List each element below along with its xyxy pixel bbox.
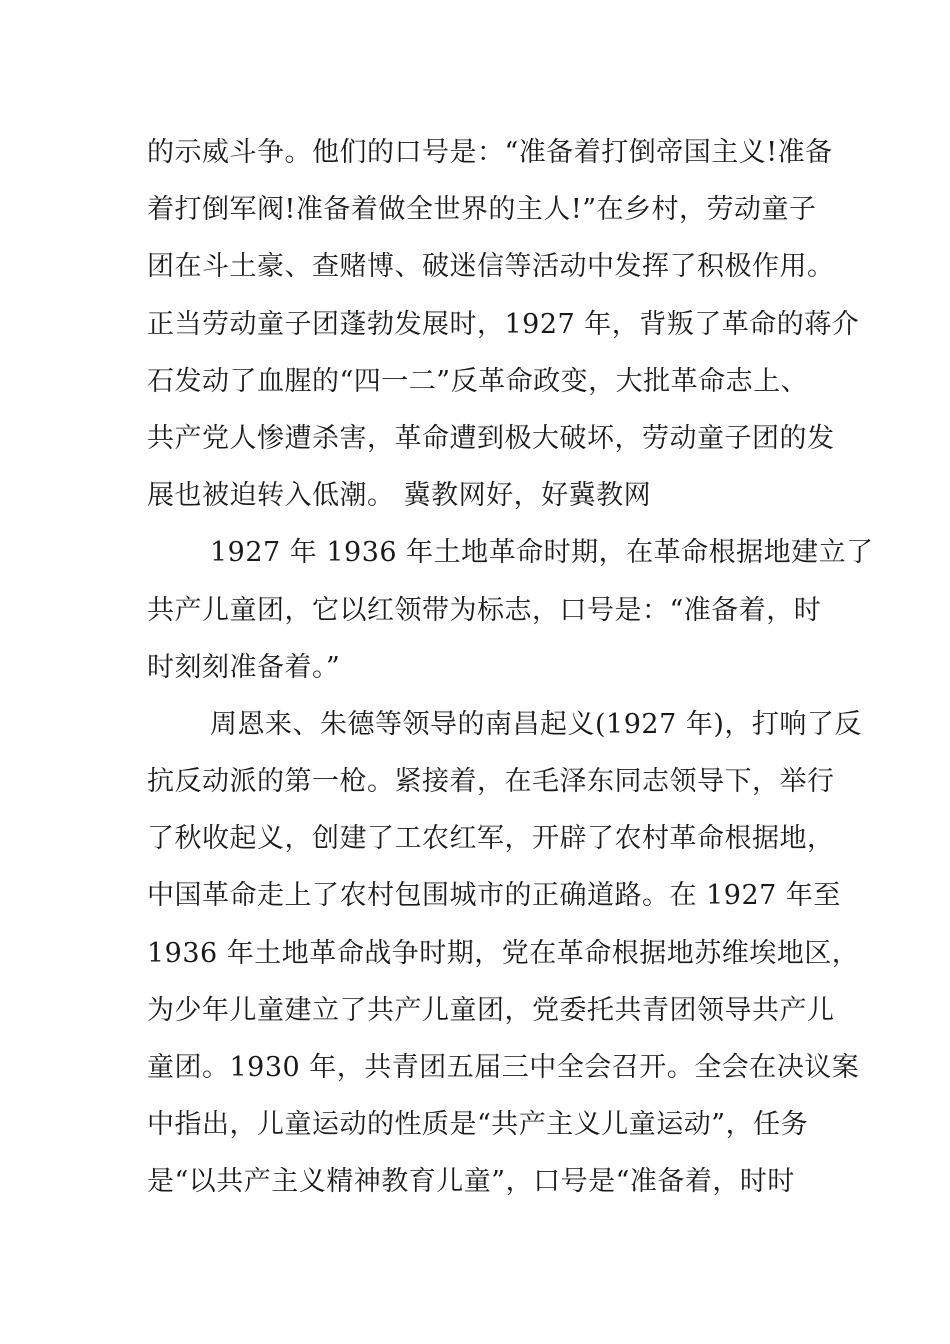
body-text [147,124,874,1211]
text-line: 着打倒军阀!准备着做全世界的主人!”在乡村，劳动童子 [147,194,817,226]
text-line: 共产儿童团，它以红领带为标志，口号是：“准备着，时 [147,594,822,626]
text-line: 中国革命走上了农村包围城市的正确道路。在 1927 年至 [147,880,841,912]
text-line: 1936 年土地革命战争时期，党在革命根据地苏维埃地区， [147,937,860,969]
text-line: 中指出，儿童运动的性质是“共产主义儿童运动”，任务 [147,1109,809,1141]
text-line: 石发动了血腥的“四一二”反革命政变，大批革命志上、 [147,365,809,397]
text-line: 童团。1930 年，共青团五届三中全会召开。全会在决议案 [147,1052,860,1083]
text-line: 是“以共产主义精神教育儿童”，口号是“准备着，时时 [147,1166,795,1198]
paragraph-start-line: 周恩来、朱德等领导的南昌起义(1927 年)，打响了反 [210,708,862,740]
text-line: 团在斗土豪、查赌博、破迷信等活动中发挥了积极作用。 [147,251,835,283]
text-line: 了秋收起义，创建了工农红军，开辟了农村革命根据地， [147,823,835,855]
text-line: 展也被迫转入低潮。 冀教网好，好冀教网 [147,480,652,512]
text-line: 为少年儿童建立了共产儿童团，党委托共青团领导共产儿 [147,994,835,1026]
text-line: 正当劳动童子团蓬勃发展时，1927 年，背叛了革命的蒋介 [147,308,860,340]
text-line: 的示威斗争。他们的口号是：“准备着打倒帝国主义!准备 [147,137,833,168]
paragraph-start-line: 1927 年 1936 年土地革命时期，在革命根据地建立了 [210,537,874,569]
text-line: 时刻刻准备着。” [147,651,341,683]
text-line: 共产党人惨遭杀害，革命遭到极大破坏，劳动童子团的发 [147,422,835,454]
text-line: 抗反动派的第一枪。紧接着，在毛泽东同志领导下，举行 [147,766,835,798]
